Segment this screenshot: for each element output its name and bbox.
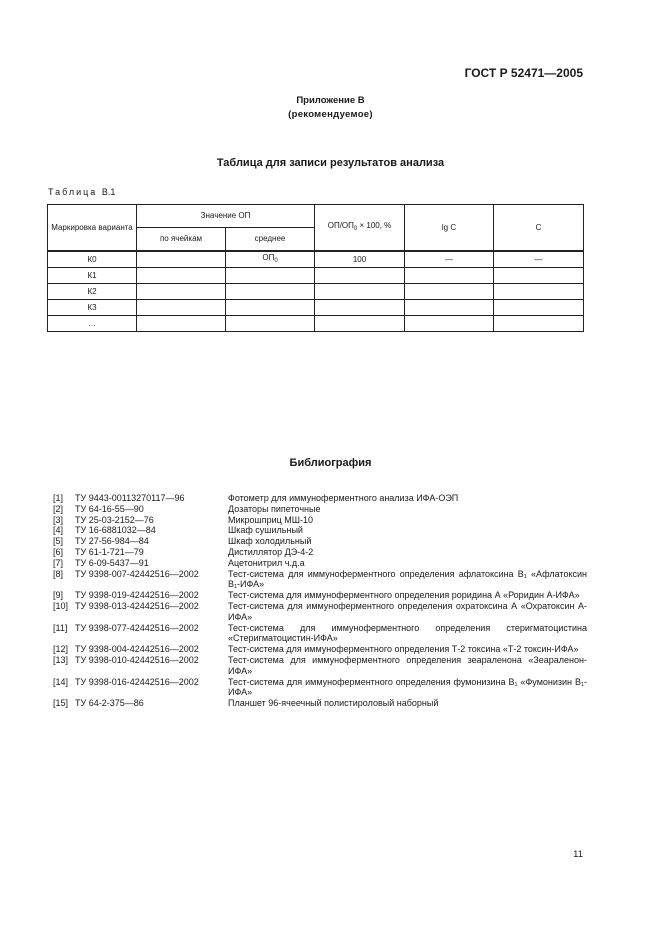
bib-index: [7] (53, 557, 64, 568)
bib-index: [2] (53, 503, 64, 514)
bibliography-item (53, 601, 587, 623)
bib-doc-code: ТУ 16-6881032—84 (75, 525, 156, 536)
bibliography-item (53, 569, 587, 591)
bib-title: Дозаторы пипеточные (228, 503, 321, 514)
table-label-word: Таблица (48, 187, 98, 197)
cell-mark: … (48, 316, 137, 332)
bib-title: Шкаф сушильный (228, 525, 303, 536)
cell-c: — (494, 251, 584, 268)
bib-index: [1] (53, 493, 64, 503)
cell-mean: $ОП_0$ (226, 251, 315, 268)
cell-mean (226, 300, 315, 316)
cell-c (494, 300, 584, 316)
bibliography-title: Библиография (289, 457, 372, 469)
cell-c (494, 268, 584, 284)
header-lgc: lg C (405, 205, 494, 252)
cell-by-cells (137, 284, 226, 300)
header-od-group: Значение ОП (137, 205, 315, 228)
bibliography-item (53, 504, 587, 515)
bib-doc-code: ТУ 9398-019-42442516—2002 (75, 590, 199, 601)
bib-index: [8] (53, 568, 64, 579)
appendix-subtitle: (рекомендуемое) (288, 109, 373, 120)
results-table (47, 204, 584, 332)
cell-ratio (315, 284, 405, 300)
bib-index: [15] (53, 698, 69, 709)
bib-doc-code: ТУ 27-56-984—84 (75, 536, 149, 547)
bibliography-item (53, 698, 587, 709)
bibliography-item (53, 644, 587, 655)
document-code: ГОСТ Р 52471—2005 (464, 66, 583, 80)
bibliography-item (53, 655, 587, 677)
bib-title: Планшет 96-ячеечный полистироловый наборный (228, 698, 439, 709)
appendix-title: Приложение В (296, 95, 365, 106)
cell-by-cells (137, 268, 226, 284)
bib-doc-code: ТУ 9443-00113270117—96 (75, 493, 185, 503)
bib-title: Фотометр для иммуноферментного анализа ИФА-ОЭП (228, 493, 459, 503)
bib-index: [6] (53, 546, 64, 557)
bib-doc-code: ТУ 25-03-2152—76 (75, 514, 154, 525)
cell-lgc (405, 284, 494, 300)
bib-index: [4] (53, 525, 64, 536)
bib-title: Дистиллятор ДЭ-4-2 (228, 546, 314, 557)
cell-c (494, 284, 584, 300)
bib-title: Шкаф холодильный (228, 536, 312, 547)
cell-lgc (405, 268, 494, 284)
cell-mark: К3 (48, 300, 137, 316)
bib-index: [13] (53, 654, 69, 665)
cell-mean (226, 316, 315, 332)
cell-ratio (315, 300, 405, 316)
bib-index: [9] (53, 590, 64, 601)
bib-index: [10] (53, 600, 69, 611)
bibliography-item (53, 558, 587, 569)
bibliography-item (53, 493, 587, 504)
page-number: 11 (573, 849, 583, 860)
cell-ratio: 100 (315, 251, 405, 268)
cell-lgc (405, 300, 494, 316)
bib-title: Тест-система для иммуноферментного определения зеараленона «Зеараленон-ИФА» (228, 654, 587, 676)
table-row (48, 316, 584, 332)
bib-title: Микрошприц МШ-10 (228, 514, 314, 525)
header-mean: среднее (226, 228, 315, 252)
bib-doc-code: ТУ 6-09-5437—91 (75, 557, 149, 568)
bib-doc-code: ТУ 9398-077-42442516—2002 (75, 622, 199, 633)
bibliography-item (53, 547, 587, 558)
cell-mean (226, 268, 315, 284)
table-label-number: В.1 (101, 187, 116, 197)
bib-doc-code: ТУ 61-1-721—79 (75, 546, 144, 557)
bib-title: Тест-система для иммуноферментного определения роридина А «Роридин А-ИФА» (228, 590, 580, 601)
bib-doc-code: ТУ 64-2-375—86 (75, 698, 144, 709)
bibliography-item (53, 515, 587, 526)
cell-by-cells (137, 300, 226, 316)
bib-doc-code: ТУ 9398-013-42442516—2002 (75, 600, 199, 611)
bibliography-item (53, 525, 587, 536)
header-by-cells: по ячейкам (137, 228, 226, 252)
bib-title: Тест-система для иммуноферментного определения Т-2 токсина «Т-2 токсин-ИФА» (228, 644, 579, 655)
cell-ratio (315, 316, 405, 332)
bibliography-item (53, 623, 587, 645)
bibliography-item (53, 590, 587, 601)
bib-doc-code: ТУ 9398-016-42442516—2002 (75, 676, 199, 687)
cell-by-cells (137, 251, 226, 268)
bib-doc-code: ТУ 9398-010-42442516—2002 (75, 654, 199, 665)
table-row (48, 300, 584, 316)
cell-lgc: — (405, 251, 494, 268)
bib-index: [5] (53, 536, 64, 547)
bib-doc-code: ТУ 9398-007-42442516—2002 (75, 568, 199, 579)
bibliography-item (53, 536, 587, 547)
bibliography-item (53, 677, 587, 699)
cell-mark: К2 (48, 284, 137, 300)
cell-c (494, 316, 584, 332)
bib-title: Тест-система для иммуноферментного определения фумонизина В₁ «Фумонизин В₁-ИФА» (228, 676, 587, 698)
cell-ratio (315, 268, 405, 284)
bib-doc-code: ТУ 9398-004-42442516—2002 (75, 644, 199, 655)
table-row (48, 268, 584, 284)
bib-title: Ацетонитрил ч.д.а (228, 557, 305, 568)
bib-doc-code: ТУ 64-16-55—90 (75, 503, 144, 514)
cell-mark: К0 (48, 251, 137, 268)
cell-lgc (405, 316, 494, 332)
bib-title: Тест-система для иммуноферментного определения афлатоксина В₁ «Афлатоксин В₁-ИФА» (228, 568, 587, 590)
bib-index: [12] (53, 644, 69, 655)
header-marking: Маркировка варианта (48, 205, 137, 252)
bib-title: Тест-система для иммуноферментного определения стеригматоцистина «Стеригматоцистин-ИФА» (228, 622, 587, 644)
cell-mean (226, 284, 315, 300)
bib-index: [11] (53, 622, 68, 633)
cell-mark: К1 (48, 268, 137, 284)
table-label (48, 187, 115, 197)
bibliography-list (53, 493, 587, 709)
table-title: Таблица для записи результатов анализа (216, 157, 445, 169)
header-ratio: $ОП/ОП_0 \times 100$, % (315, 205, 405, 252)
cell-by-cells (137, 316, 226, 332)
table-row (48, 251, 584, 268)
bib-title: Тест-система для иммуноферментного определения охратоксина А «Охратоксин А-ИФА» (228, 600, 587, 622)
bib-index: [3] (53, 514, 64, 525)
header-c: C (494, 205, 584, 252)
bib-index: [14] (53, 676, 69, 687)
table-row (48, 284, 584, 300)
